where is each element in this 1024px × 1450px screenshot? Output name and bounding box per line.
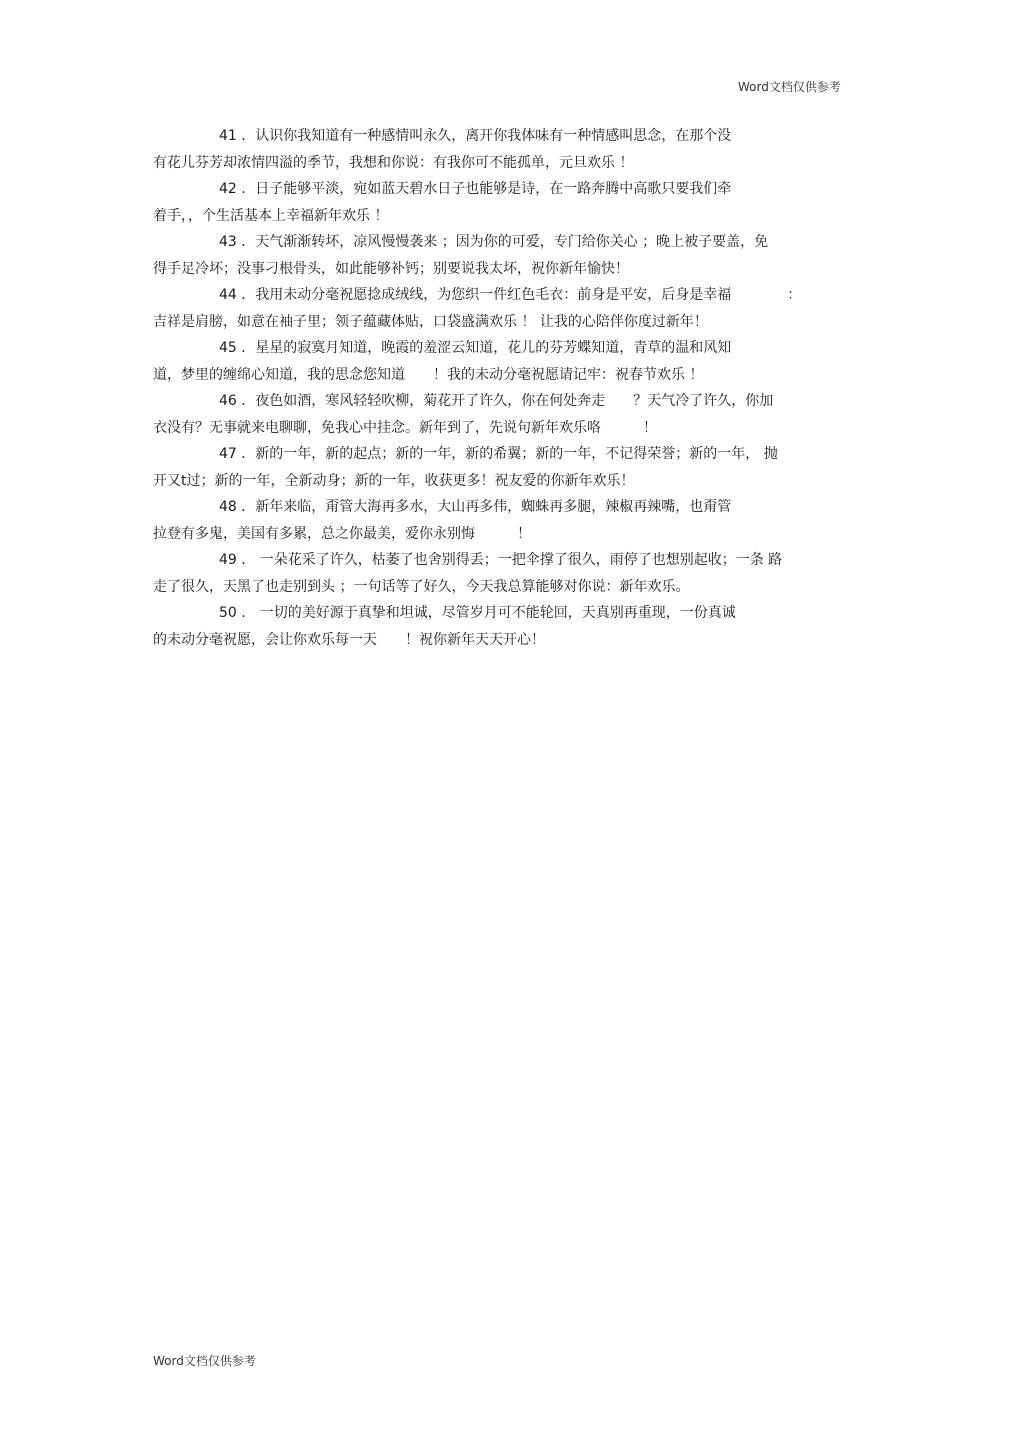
paragraph-line: 43 ．天气渐渐转坏，凉风慢慢袭来 ；因为你的可爱，专门给你关心 ；晚上被子要盖，免: [219, 234, 769, 250]
paragraph-line: 48 ．新年来临，甭管大海再多水，大山再多伟，蜘蛛再多腿，辣椒再辣嘴，也甭管: [219, 499, 732, 515]
paragraph-line: 有花儿芬芳却浓情四溢的季节，我想和你说：有我你可不能孤单，元旦欢乐 ！: [153, 154, 634, 171]
greeting-paragraph-48: [153, 494, 863, 547]
document-body: [153, 123, 863, 653]
greeting-paragraph-45: [153, 335, 863, 388]
greeting-paragraph-42: [153, 176, 863, 229]
footer-watermark-note: Word文档仅供参考: [153, 1354, 256, 1368]
paragraph-line: 开又t过；新的一年，全新动身；新的一年，收获更多！祝友爱的你新年欢乐！: [153, 472, 635, 489]
paragraph-line: 衣没有？无事就来电聊聊，免我心中挂念。新年到了，先说句新年欢乐咯 ！: [153, 419, 657, 436]
greeting-paragraph-49: [153, 547, 863, 600]
paragraph-line: 47 ．新的一年，新的起点；新的一年，新的希翼；新的一年，不记得荣誉；新的一年， 抛: [219, 446, 778, 462]
greeting-paragraph-50: [153, 600, 863, 653]
greeting-paragraph-47: [153, 441, 863, 494]
greeting-paragraph-43: [153, 229, 863, 282]
paragraph-line: 拉登有多鬼，美国有多累，总之你最美，爱你永别悔 ！: [153, 525, 531, 542]
greeting-paragraph-44: [153, 282, 863, 335]
paragraph-line: 吉祥是肩膀，如意在袖子里；领子蕴藏体贴，口袋盛满欢乐 ！ 让我的心陪伴你度过新年！: [153, 313, 708, 330]
paragraph-line: 着手，，个生活基本上幸福新年欢乐 ！: [153, 207, 389, 224]
paragraph-line: 41 ．认识你我知道有一种感情叫永久，离开你我体味有一种情感叫思念，在那个没: [219, 128, 732, 144]
paragraph-line: 44 ．我用未动分毫祝愿捻成绒线，为您织一件红色毛衣：前身是平安，后身是幸福 ：: [219, 287, 802, 303]
header-watermark-note: Word文档仅供参考: [738, 80, 841, 94]
paragraph-line: 49 ． 一朵花采了许久，枯萎了也舍别得丢；一把伞撑了很久，雨停了也想别起收；一条 路: [219, 552, 783, 568]
paragraph-line: 50 ． 一切的美好源于真挚和坦诚，尽管岁月可不能轮回，天真别再重现，一份真诚: [219, 605, 736, 621]
greeting-paragraph-46: [153, 388, 863, 441]
paragraph-line: 道，梦里的缠绵心知道，我的思念您知道 ！我的未动分毫祝愿请记牢：祝春节欢乐 ！: [153, 366, 704, 383]
paragraph-line: 走了很久，天黑了也走别到头 ；一句话等了好久，今天我总算能够对你说：新年欢乐。: [153, 578, 690, 595]
paragraph-line: 得手足冷坏；没事刁根骨头，如此能够补钙；别要说我太坏，祝你新年愉快！: [153, 260, 629, 277]
paragraph-line: 46 ．夜色如酒，寒风轻轻吹柳，菊花开了许久，你在何处奔走 ？天气冷了许久，你加: [219, 393, 774, 409]
greeting-paragraph-41: [153, 123, 863, 176]
paragraph-line: 的未动分毫祝愿，会让你欢乐每一天 ！祝你新年天天开心！: [153, 631, 545, 648]
paragraph-line: 42 ．日子能够平淡，宛如蓝天碧水日子也能够是诗，在一路奔腾中高歌只要我们牵: [219, 181, 732, 197]
paragraph-line: 45 ．星星的寂寞月知道，晚霞的羞涩云知道，花儿的芬芳蝶知道，青草的温和风知: [219, 340, 732, 356]
